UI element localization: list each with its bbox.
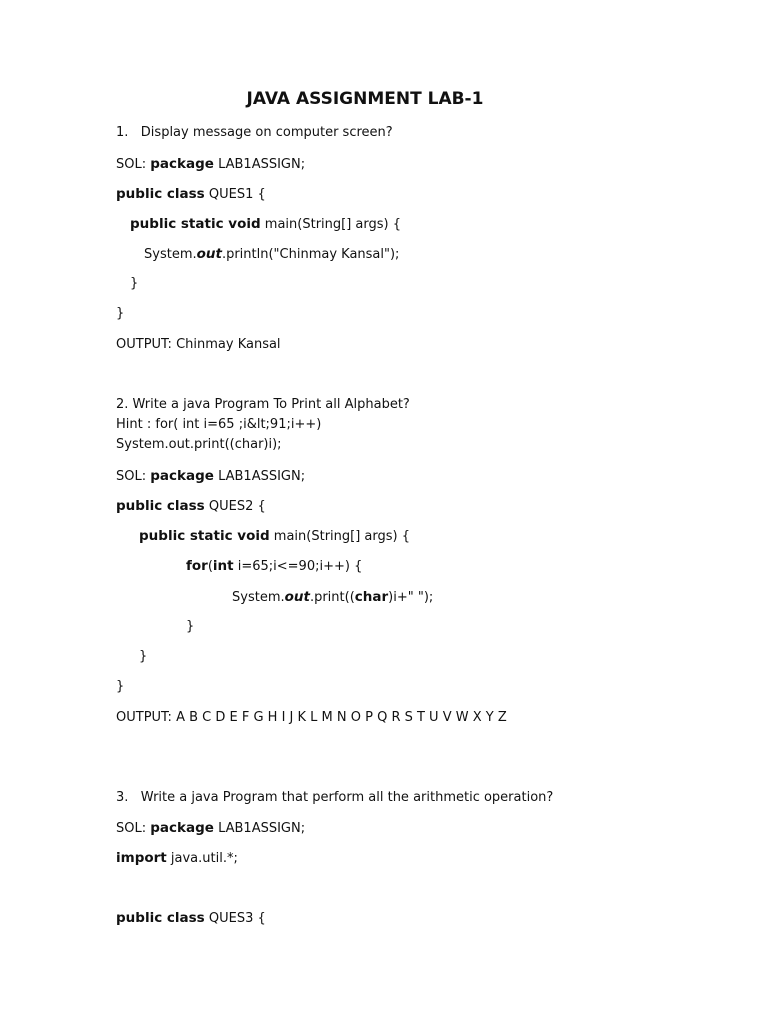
q3-import-line [116,850,238,867]
q2-question: 2. Write a java Program To Print all Alphabet? [116,397,410,412]
q3-question: 3. Write a java Program that perform all the arithmetic operation? [116,790,554,805]
q2-close-for: } [186,619,195,634]
keyword-package: package [150,468,214,484]
keyword-psv: public static void [130,216,261,232]
keyword-public-class: public class [116,910,205,926]
main-signature: main(String[] args) { [260,217,401,232]
println-prefix: System. [144,247,197,262]
q3-class-line [116,910,266,927]
q3-package-line [116,820,305,837]
keyword-public-class: public class [116,498,205,514]
q2-output: OUTPUT: A B C D E F G H I J K L M N O P Q R S T U V W X Y Z [116,710,507,725]
keyword-for: for [186,558,208,574]
q1-output: OUTPUT: Chinmay Kansal [116,337,281,352]
class-decl: QUES3 { [204,911,266,926]
q2-hint: Hint : for( int i=65 ;i&lt;91;i++) [116,417,322,432]
import-rest: java.util.*; [166,851,238,866]
keyword-psv: public static void [139,528,270,544]
q2-class-line [116,498,266,515]
q2-close-class: } [116,679,125,694]
q2-close-main: } [139,649,148,664]
keyword-public-class: public class [116,186,205,202]
q1-class-line [116,186,266,203]
class-decl: QUES1 { [204,187,266,202]
package-name: LAB1ASSIGN; [213,469,306,484]
q1-question: 1. Display message on computer screen? [116,125,393,140]
keyword-package: package [150,156,214,172]
q2-for-line [186,558,362,575]
page-title: JAVA ASSIGNMENT LAB-1 [246,89,484,109]
for-rest: i=65;i<=90;i++) { [233,559,363,574]
q1-close-main: } [130,276,139,291]
keyword-import: import [116,850,167,866]
println-call: .println("Chinmay Kansal"); [221,247,400,262]
print-prefix: System. [232,590,285,605]
sol-label: SOL: [116,157,151,172]
print-post: )i+" "); [388,590,434,605]
class-decl: QUES2 { [204,499,266,514]
q2-package-line [116,468,305,485]
out-keyword: out [196,246,222,262]
keyword-char: char [354,589,389,605]
package-name: LAB1ASSIGN; [213,821,306,836]
for-paren: ( [207,559,213,574]
sol-label: SOL: [116,469,151,484]
main-signature: main(String[] args) { [269,529,410,544]
q1-println-line [144,246,399,263]
keyword-package: package [150,820,214,836]
q1-package-line [116,156,305,173]
q2-hint-print: System.out.print((char)i); [116,437,282,452]
q1-main-line [130,216,401,233]
out-keyword: out [284,589,310,605]
keyword-int: int [212,558,234,574]
sol-label: SOL: [116,821,151,836]
q2-print-line [232,589,433,606]
package-name: LAB1ASSIGN; [213,157,306,172]
q1-close-class: } [116,306,125,321]
print-mid: .print(( [309,590,355,605]
q2-main-line [139,528,410,545]
